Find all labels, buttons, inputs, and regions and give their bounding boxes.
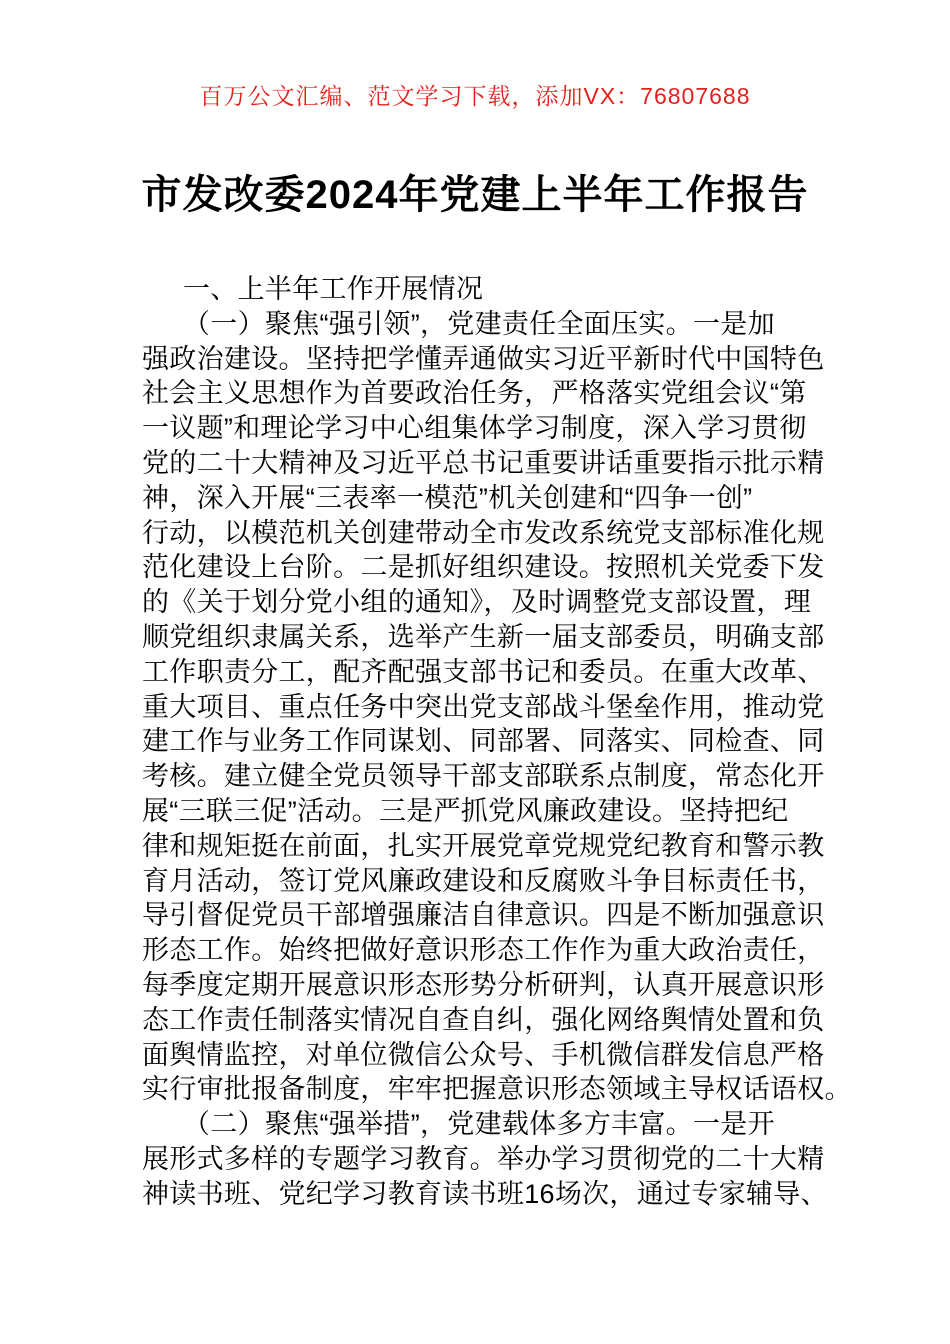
paragraph-1-line-4: 一议题”和理论学习中心组集体学习制度，深入学习贯彻	[142, 413, 807, 444]
paragraph-2-line-3: 神读书班、党纪学习教育读书班16场次，通过专家辅导、	[142, 1178, 828, 1209]
paragraph-2-line-2: 展形式多样的专题学习教育。举办学习贯彻党的二十大精	[142, 1143, 825, 1174]
paragraph-1-line-10: 顺党组织隶属关系，选举产生新一届支部委员，明确支部	[142, 621, 825, 652]
paragraph-1-line-21: 态工作责任制落实情况自查自纠，强化网络舆情处置和负	[142, 1004, 825, 1035]
paragraph-1-line-1: （一）聚焦“强引领”，党建责任全面压实。一是加	[183, 308, 775, 339]
promo-notice-text: 百万公文汇编、范文学习下载，添加VX：76807688	[199, 83, 751, 109]
paragraph-1-line-23: 实行审批报备制度，牢牢把握意识形态领域主导权话语权。	[142, 1074, 852, 1105]
paragraph-1-line-13: 建工作与业务工作同谋划、同部署、同落实、同检查、同	[142, 726, 825, 757]
paragraph-2-line-1: （二）聚焦“强举措”，党建载体多方丰富。一是开	[183, 1109, 775, 1140]
paragraph-1-line-18: 导引督促党员干部增强廉洁自律意识。四是不断加强意识	[142, 900, 825, 931]
paragraph-1-line-9: 的《关于划分党小组的通知》，及时调整党支部设置，理	[142, 587, 811, 618]
paragraph-1-line-11: 工作职责分工，配齐配强支部书记和委员。在重大改革、	[142, 656, 825, 687]
paragraph-1-line-19: 形态工作。始终把做好意识形态工作作为重大政治责任，	[142, 935, 825, 966]
paragraph-1-line-22: 面舆情监控，对单位微信公众号、手机微信群发信息严格	[142, 1039, 825, 1070]
paragraph-1-line-17: 育月活动，签订党风廉政建设和反腐败斗争目标责任书，	[142, 865, 825, 896]
paragraph-1-line-14: 考核。建立健全党员领导干部支部联系点制度，常态化开	[142, 761, 825, 792]
paragraph-1-line-12: 重大项目、重点任务中突出党支部战斗堡垒作用，推动党	[142, 691, 825, 722]
paragraph-1-line-20: 每季度定期开展意识形态形势分析研判，认真开展意识形	[142, 969, 825, 1000]
paragraph-1-line-3: 社会主义思想作为首要政治任务，严格落实党组会议“第	[142, 378, 807, 409]
document-body	[142, 272, 852, 1212]
paragraph-1-line-2: 强政治建设。坚持把学懂弄通做实习近平新时代中国特色	[142, 343, 825, 374]
paragraph-1-line-6: 神，深入开展“三表率一模范”机关创建和“四争一创”	[142, 482, 753, 513]
document-title: 市发改委2024年党建上半年工作报告	[141, 173, 809, 217]
paragraph-1-line-15: 展“三联三促”活动。三是严抓党风廉政建设。坚持把纪	[142, 795, 789, 826]
section-heading: 一、上半年工作开展情况	[183, 274, 484, 304]
paragraph-1-line-5: 党的二十大精神及习近平总书记重要讲话重要指示批示精	[142, 447, 825, 478]
paragraph-1-line-8: 范化建设上台阶。二是抓好组织建设。按照机关党委下发	[142, 552, 825, 583]
paragraph-1-line-7: 行动，以模范机关创建带动全市发改系统党支部标准化规	[142, 517, 825, 548]
paragraph-1-line-16: 律和规矩挺在前面，扎实开展党章党规党纪教育和警示教	[142, 830, 825, 861]
paragraphs-container	[142, 307, 852, 1212]
